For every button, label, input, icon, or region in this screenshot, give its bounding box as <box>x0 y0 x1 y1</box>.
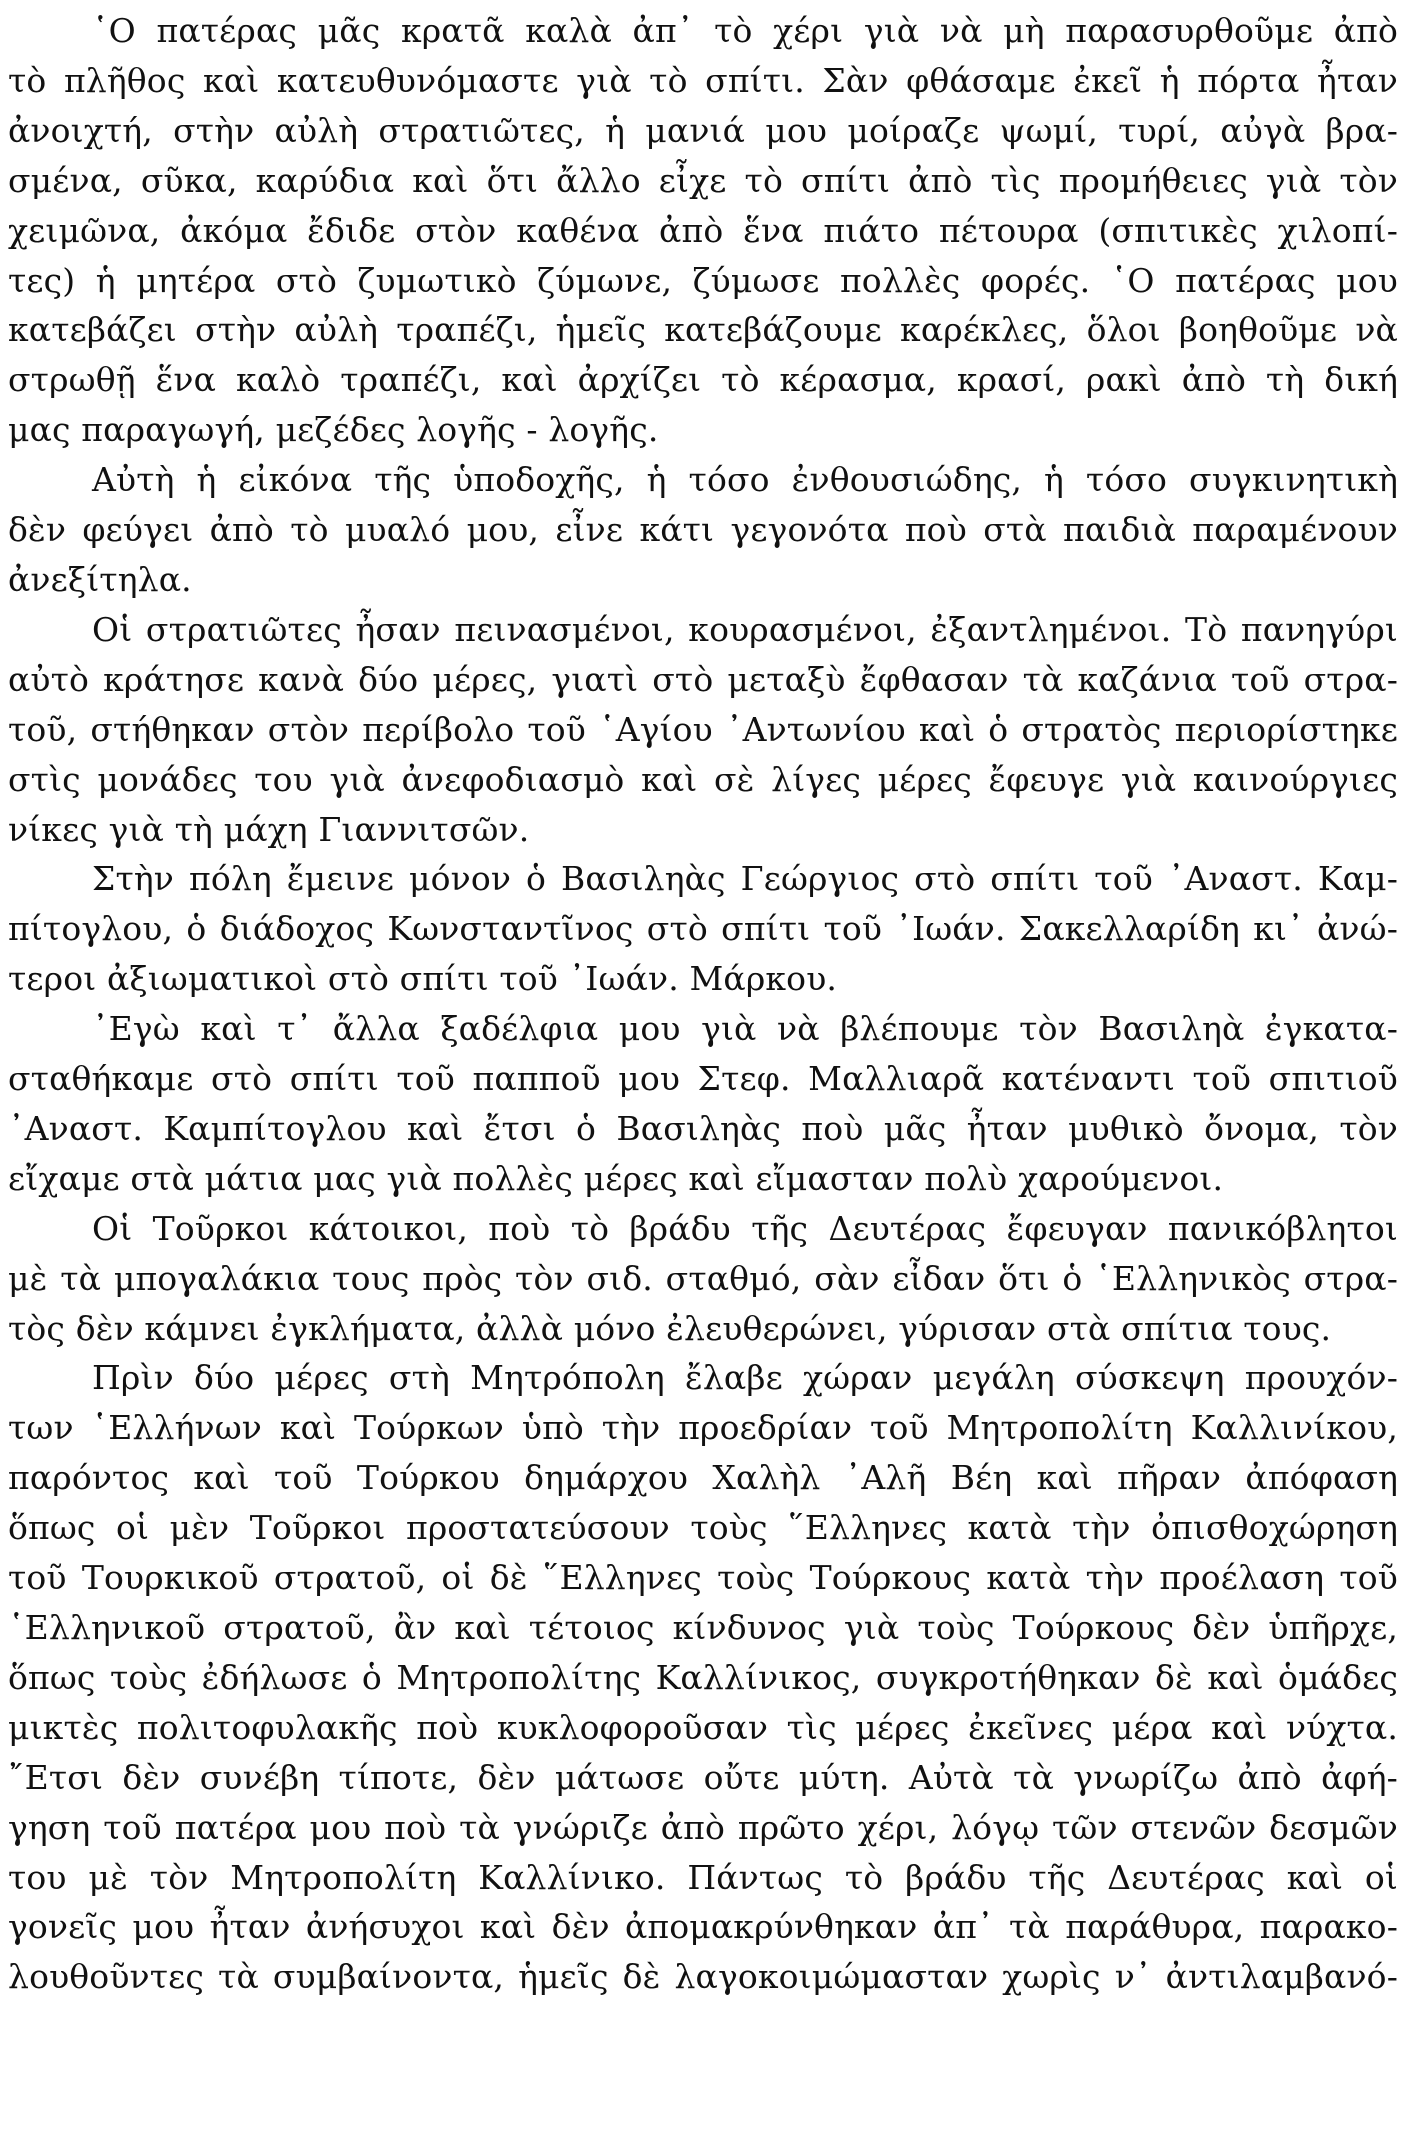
paragraph <box>8 854 1398 1004</box>
text-line: τὸ πλῆθος καὶ κατευθυνόμαστε γιὰ τὸ σπίτι. Σὰν φθάσαμε ἐκεῖ ἡ πόρτα ἦταν <box>8 60 1398 100</box>
text-line: Πρὶν δύο μέρες στὴ Μητρόπολη ἔλαβε χώραν μεγάλη σύσκεψη προυχόν- <box>92 1358 1398 1398</box>
text-line: δὲν φεύγει ἀπὸ τὸ μυαλό μου, εἶνε κάτι γεγονότα ποὺ στὰ παιδιὰ παραμένουν <box>8 510 1398 550</box>
text-line: Οἱ στρατιῶτες ἦσαν πεινασμένοι, κουρασμένοι, ἐξαντλημένοι. Τὸ πανηγύρι <box>92 609 1398 649</box>
text-line: λουθοῦντες τὰ συμβαίνοντα, ἡμεῖς δὲ λαγοκοιμώμασταν χωρὶς ν᾽ ἀντιλαμβανό- <box>8 1957 1398 1997</box>
text-line: Οἱ Τοῦρκοι κάτοικοι, ποὺ τὸ βράδυ τῆς Δευτέρας ἔφευγαν πανικόβλητοι <box>92 1208 1398 1248</box>
text-line: ᾿Αναστ. Καμπίτογλου καὶ ἔτσι ὁ Βασιληὰς ποὺ μᾶς ἦταν μυθικὸ ὄνομα, τὸν <box>8 1108 1398 1148</box>
text-line: κατεβάζει στὴν αὐλὴ τραπέζι, ἡμεῖς κατεβάζουμε καρέκλες, ὅλοι βοηθοῦμε νὰ <box>8 310 1398 350</box>
text-line: εἴχαμε στὰ μάτια μας γιὰ πολλὲς μέρες καὶ εἴμασταν πολὺ χαρούμενοι. <box>8 1158 1224 1198</box>
text-line: νίκες γιὰ τὴ μάχη Γιαννιτσῶν. <box>8 809 530 849</box>
text-line: τὸς δὲν κάμνει ἐγκλήματα, ἀλλὰ μόνο ἐλευθερώνει, γύρισαν στὰ σπίτια τους. <box>8 1308 1332 1348</box>
text-line: ῎Ετσι δὲν συνέβη τίποτε, δὲν μάτωσε οὔτε μύτη. Αὐτὰ τὰ γνωρίζω ἀπὸ ἀφή- <box>8 1757 1398 1797</box>
text-line: του μὲ τὸν Μητροπολίτη Καλλίνικο. Πάντως τὸ βράδυ τῆς Δευτέρας καὶ οἱ <box>8 1857 1398 1897</box>
paragraph <box>8 605 1398 855</box>
text-line: πίτογλου, ὁ διάδοχος Κωνσταντῖνος στὸ σπίτι τοῦ ᾿Ιωάν. Σακελλαρίδη κι᾽ ἀνώ- <box>8 909 1398 949</box>
text-line: ῾Ελληνικοῦ στρατοῦ, ἂν καὶ τέτοιος κίνδυνος γιὰ τοὺς Τούρκους δὲν ὑπῆρχε, <box>8 1608 1398 1647</box>
paragraph <box>8 6 1398 455</box>
text-line: γονεῖς μου ἦταν ἀνήσυχοι καὶ δὲν ἀπομακρύνθηκαν ἀπ᾽ τὰ παράθυρα, παρακο- <box>8 1907 1398 1947</box>
text-line: τες) ἡ μητέρα στὸ ζυμωτικὸ ζύμωνε, ζύμωσε πολλὲς φορές. ῾Ο πατέρας μου <box>8 260 1398 300</box>
text-line: ὅπως οἱ μὲν Τοῦρκοι προστατεύσουν τοὺς ῞Ελληνες κατὰ τὴν ὀπισθοχώρηση <box>8 1508 1398 1548</box>
text-line: ῾Ο πατέρας μᾶς κρατᾶ καλὰ ἀπ᾽ τὸ χέρι γιὰ νὰ μὴ παρασυρθοῦμε ἀπὸ <box>92 11 1398 50</box>
text-line: Αὐτὴ ἡ εἰκόνα τῆς ὑποδοχῆς, ἡ τόσο ἐνθουσιώδης, ἡ τόσο συγκινητικὴ <box>92 460 1398 500</box>
text-line: παρόντος καὶ τοῦ Τούρκου δημάρχου Χαλὴλ ᾿Αλῆ Βέη καὶ πῆραν ἀπόφαση <box>8 1458 1398 1498</box>
paragraph <box>8 1204 1398 1354</box>
paragraph <box>8 1353 1398 2002</box>
text-line: αὐτὸ κράτησε κανὰ δύο μέρες, γιατὶ στὸ μεταξὺ ἔφθασαν τὰ καζάνια τοῦ στρα- <box>8 659 1398 699</box>
text-line: γηση τοῦ πατέρα μου ποὺ τὰ γνώριζε ἀπὸ πρῶτο χέρι, λόγῳ τῶν στενῶν δεσμῶν <box>8 1807 1398 1847</box>
text-line: Στὴν πόλη ἔμεινε μόνον ὁ Βασιληὰς Γεώργιος στὸ σπίτι τοῦ ᾿Αναστ. Καμ- <box>92 859 1398 899</box>
text-line: στὶς μονάδες του γιὰ ἀνεφοδιασμὸ καὶ σὲ λίγες μέρες ἔφευγε γιὰ καινούργιες <box>8 759 1398 799</box>
paragraph <box>8 1004 1398 1204</box>
text-line: σταθήκαμε στὸ σπίτι τοῦ παπποῦ μου Στεφ. Μαλλιαρᾶ κατέναντι τοῦ σπιτιοῦ <box>8 1059 1398 1099</box>
text-line: μας παραγωγή, μεζέδες λογῆς - λογῆς. <box>8 410 659 450</box>
text-line: τεροι ἀξιωματικοὶ στὸ σπίτι τοῦ ᾿Ιωάν. Μάρκου. <box>8 959 838 999</box>
text-line: ᾿Εγὼ καὶ τ᾽ ἄλλα ξαδέλφια μου γιὰ νὰ βλέπουμε τὸν Βασιληὰ ἐγκατα- <box>92 1009 1398 1049</box>
text-line: τοῦ Τουρκικοῦ στρατοῦ, οἱ δὲ ῞Ελληνες τοὺς Τούρκους κατὰ τὴν προέλαση τοῦ <box>8 1558 1398 1598</box>
text-line: στρωθῇ ἕνα καλὸ τραπέζι, καὶ ἀρχίζει τὸ κέρασμα, κρασί, ρακὶ ἀπὸ τὴ δική <box>8 360 1398 400</box>
text-line: ὅπως τοὺς ἐδήλωσε ὁ Μητροπολίτης Καλλίνικος, συγκροτήθηκαν δὲ καὶ ὁμάδες <box>8 1657 1398 1697</box>
text-line: σμένα, σῦκα, καρύδια καὶ ὅτι ἄλλο εἶχε τὸ σπίτι ἀπὸ τὶς προμήθειες γιὰ τὸν <box>8 160 1398 200</box>
text-line: μικτὲς πολιτοφυλακῆς ποὺ κυκλοφοροῦσαν τὶς μέρες ἐκεῖνες μέρα καὶ νύχτα. <box>8 1707 1398 1747</box>
text-line: των ῾Ελλήνων καὶ Τούρκων ὑπὸ τὴν προεδρίαν τοῦ Μητροπολίτη Καλλινίκου, <box>8 1408 1398 1448</box>
text-line: ἀνεξίτηλα. <box>8 559 192 599</box>
text-line: τοῦ, στήθηκαν στὸν περίβολο τοῦ ῾Αγίου ᾿Αντωνίου καὶ ὁ στρατὸς περιορίστηκε <box>8 709 1398 749</box>
text-line: χειμῶνα, ἀκόμα ἔδιδε στὸν καθένα ἀπὸ ἕνα πιάτο πέτουρα (σπιτικὲς χιλοπί- <box>8 210 1398 250</box>
text-line: ἀνοιχτή, στὴν αὐλὴ στρατιῶτες, ἡ μανιά μου μοίραζε ψωμί, τυρί, αὐγὰ βρα- <box>8 110 1398 150</box>
paragraph <box>8 455 1398 605</box>
text-line: μὲ τὰ μπογαλάκια τους πρὸς τὸν σιδ. σταθμό, σὰν εἶδαν ὅτι ὁ ῾Ελληνικὸς στρα- <box>8 1258 1398 1298</box>
